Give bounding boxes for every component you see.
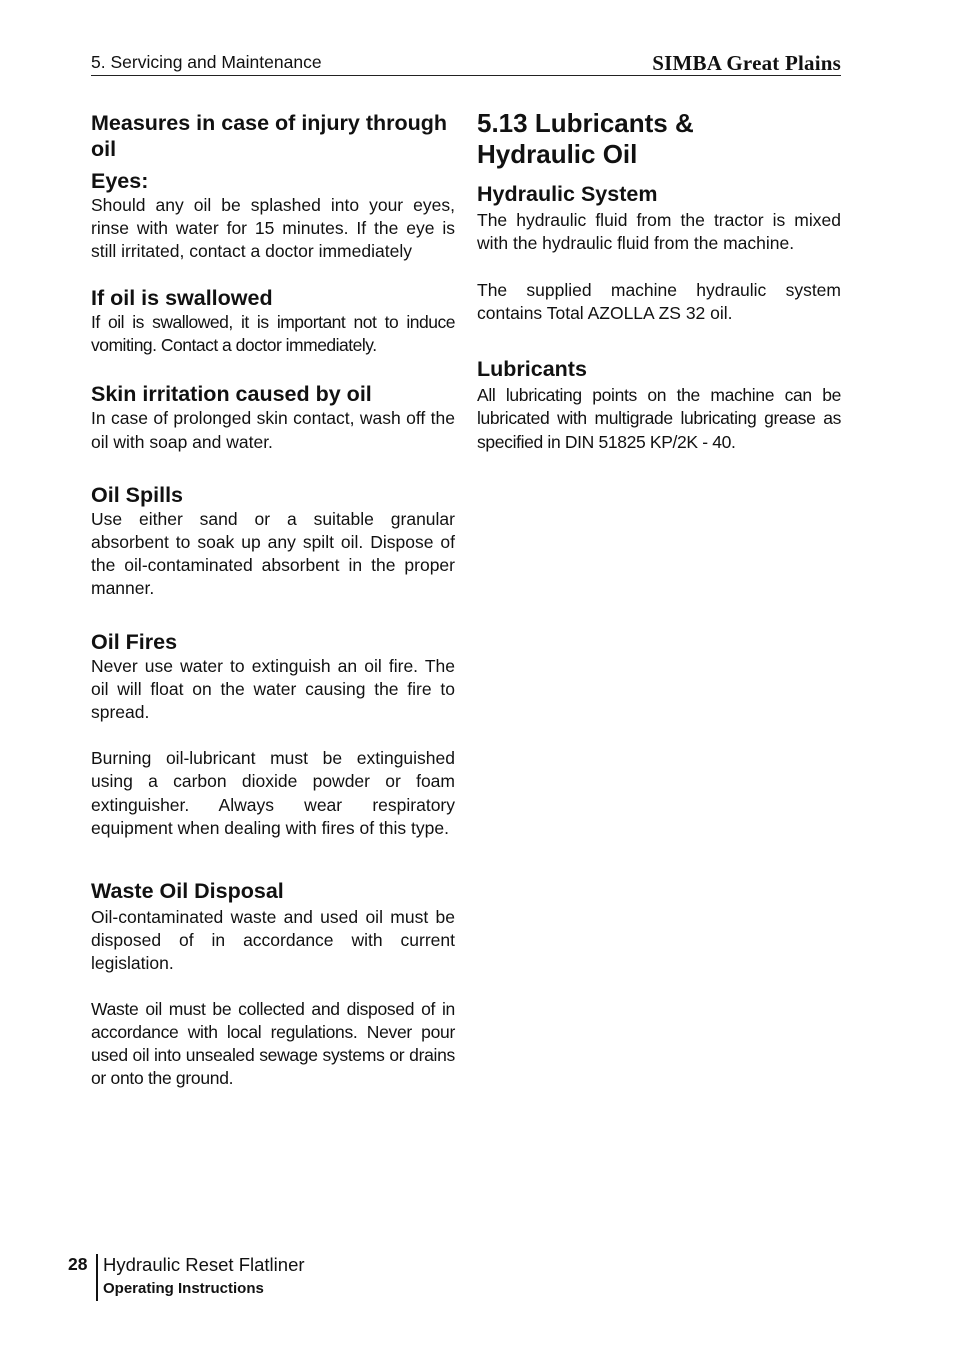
hydraulic-heading: Hydraulic System — [477, 182, 658, 206]
left-column — [91, 108, 455, 1090]
section-heading: 5.13 Lubricants & Hydraulic Oil — [477, 108, 694, 169]
page-number: 28 — [68, 1254, 88, 1274]
fires-heading: Oil Fires — [91, 630, 178, 655]
waste-paragraph-2: Waste oil must be collected and disposed of in accordance with local regulations. Never pour used oil into unsealed sewage systems or drains or onto the ground. — [91, 998, 455, 1089]
skin-heading: Skin irritation caused by oil — [91, 382, 372, 407]
footer-divider — [96, 1254, 98, 1301]
spills-paragraph: Use either sand or a suitable granular absorbent to soak up any spilt oil. Dispose of the oil-contaminated absorbent in the proper manner. — [91, 508, 455, 598]
eyes-paragraph: Should any oil be splashed into your eyes, rinse with water for 15 minutes. If the eye is still irritated, contact a doctor immediately — [91, 195, 455, 262]
lubricants-heading: Lubricants — [477, 357, 587, 382]
spills-heading: Oil Spills — [91, 482, 183, 507]
waste-paragraph-1: Oil-contaminated waste and used oil must be disposed of in accordance with current legislation. — [91, 906, 455, 973]
hydraulic-paragraph-1: The hydraulic fluid from the tractor is mixed with the hydraulic fluid from the machine. — [477, 210, 841, 254]
skin-paragraph: In case of prolonged skin contact, wash off the oil with soap and water. — [91, 408, 455, 452]
header-divider — [91, 75, 841, 76]
lubricants-paragraph: All lubricating points on the machine can be lubricated with multigrade lubricating grease as specified in DIN 51825 KP/2K - 40. — [477, 385, 841, 452]
measures-heading: Measures in case of injury through oil — [91, 111, 448, 161]
right-column — [477, 108, 841, 454]
fires-paragraph-1: Never use water to extinguish an oil fire. The oil will float on the water causing the fire to spread. — [91, 656, 455, 723]
swallowed-paragraph: If oil is swallowed, it is important not to induce vomiting. Contact a doctor immediately. — [91, 312, 455, 356]
swallowed-heading: If oil is swallowed — [91, 286, 273, 311]
hydraulic-paragraph-2: The supplied machine hydraulic system contains Total AZOLLA ZS 32 oil. — [477, 280, 841, 324]
footer-document-subtitle: Operating Instructions — [103, 1280, 264, 1297]
fires-paragraph-2: Burning oil-lubricant must be extinguished using a carbon dioxide powder or foam extinguisher. Always wear respiratory equipment when dealing with fires of this type. — [91, 748, 455, 838]
footer-document-title: Hydraulic Reset Flatliner — [103, 1254, 305, 1275]
header-section-title: 5. Servicing and Maintenance — [91, 52, 322, 72]
waste-heading: Waste Oil Disposal — [91, 878, 284, 903]
eyes-heading: Eyes: — [91, 169, 149, 193]
brand-logo-text: SIMBA Great Plains — [652, 51, 841, 75]
